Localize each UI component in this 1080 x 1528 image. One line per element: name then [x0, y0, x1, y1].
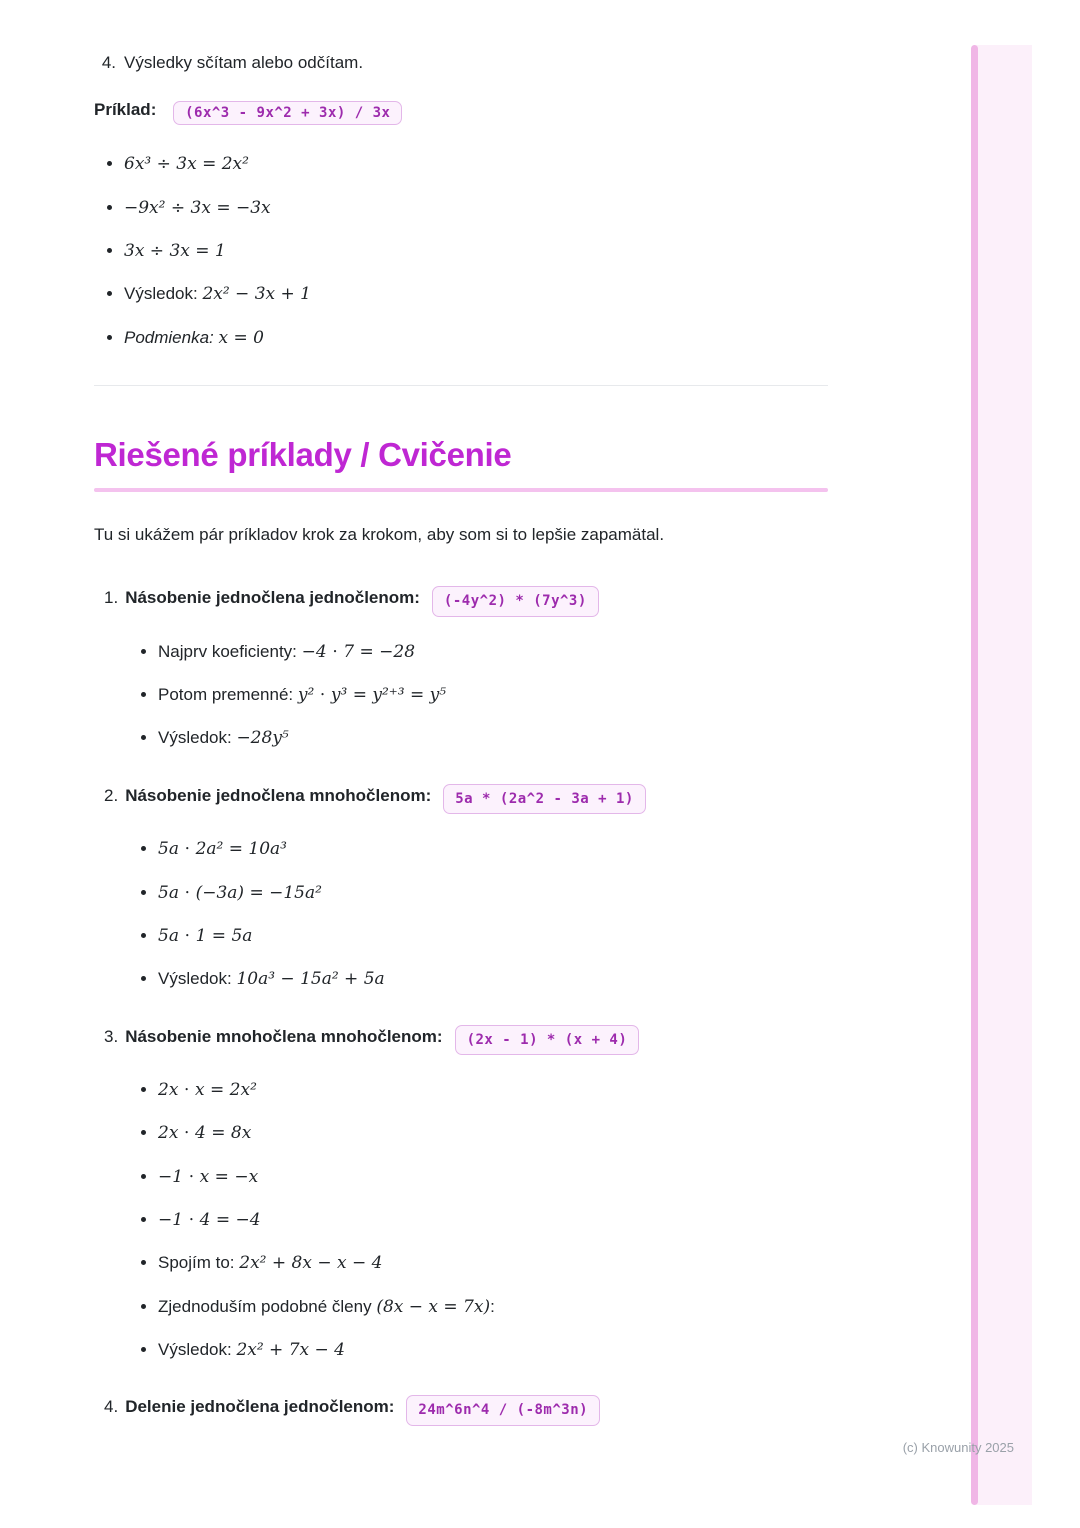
list-item: [158, 1207, 828, 1233]
item-label: Násobenie jednočlena jednočlenom:: [125, 588, 420, 608]
sub-bullet-list: [94, 639, 828, 752]
bullet-text: Zjednoduším podobné členy: [158, 1296, 377, 1316]
bullet-math: 6x³ ÷ 3x = 2x²: [124, 154, 249, 175]
bullet-math: 3x ÷ 3x = 1: [124, 241, 226, 262]
bullet-math: −4 ⋅ 7 = −28: [301, 641, 416, 662]
bullet-math: −28y⁵: [236, 728, 289, 749]
list-item: [158, 1164, 828, 1190]
list-item: [158, 1337, 828, 1363]
bullet-math: 2x ⋅ 4 = 8x: [158, 1123, 252, 1144]
section-title: Riešené príklady / Cvičenie: [94, 436, 512, 474]
list-item: [158, 1294, 828, 1320]
bullet-math: 2x² − 3x + 1: [202, 284, 311, 305]
bullet-math: 2x² + 8x − x − 4: [239, 1253, 383, 1274]
exercise-heading: [94, 1023, 828, 1055]
list-item: [158, 639, 828, 665]
list-item: [158, 836, 828, 862]
bullet-math: 2x ⋅ x = 2x²: [158, 1079, 257, 1100]
step-number: 4.: [101, 53, 116, 72]
list-item: [124, 195, 828, 221]
example-label: Príklad:: [94, 100, 157, 120]
bullet-text: Potom premenné:: [158, 685, 298, 705]
bullet-math: y² ⋅ y³ = y²⁺³ = y⁵: [297, 685, 447, 706]
bullet-math: −9x² ÷ 3x = −3x: [124, 197, 271, 218]
item-code-chip: (-4y^2) * (7y^3): [432, 586, 599, 616]
exercise-heading: [94, 584, 828, 616]
example-line: [94, 100, 828, 125]
example-code-chip: (6x^3 - 9x^2 + 3x) / 3x: [173, 101, 402, 125]
page-margin-band: [976, 45, 1032, 1505]
bullet-suffix: :: [490, 1296, 495, 1316]
exercise-item: [94, 584, 828, 751]
bullet-math: (8x − x = 7x): [376, 1296, 491, 1317]
item-code-chip: 24m^6n^4 / (-8m^3n): [406, 1395, 600, 1425]
bullet-math: −1 ⋅ x = −x: [158, 1166, 259, 1187]
list-item: [124, 238, 828, 264]
sub-bullet-list: [94, 1077, 828, 1363]
list-item: [124, 325, 828, 351]
exercise-heading: [94, 782, 828, 814]
bullet-math: 2x² + 7x − 4: [236, 1340, 345, 1361]
exercise-item: [94, 1393, 828, 1425]
item-label: Násobenie mnohočlena mnohočlenom:: [125, 1026, 443, 1046]
item-label: Násobenie jednočlena mnohočlenom:: [125, 785, 432, 805]
bullet-text: Výsledok:: [158, 969, 237, 989]
list-item: [124, 281, 828, 307]
sub-bullet-list: [94, 836, 828, 992]
exercise-item: [94, 1023, 828, 1364]
title-underline: [94, 488, 828, 492]
bullet-list: [94, 151, 828, 351]
item-number: 2.: [104, 785, 119, 805]
list-item: [158, 923, 828, 949]
bullet-text: Spojím to:: [158, 1253, 240, 1273]
bullet-text: Výsledok:: [158, 728, 237, 748]
bullet-text: Výsledok:: [124, 284, 203, 304]
page-margin-line: [971, 45, 978, 1505]
bullet-text: Výsledok:: [158, 1340, 237, 1360]
item-number: 3.: [104, 1026, 119, 1046]
list-item: [158, 966, 828, 992]
list-item: [158, 725, 828, 751]
list-item: [158, 1250, 828, 1276]
bullet-math: x = 0: [218, 327, 264, 348]
exercise-list: [94, 584, 828, 1425]
bullet-math: 5a ⋅ 2a² = 10a³: [158, 839, 287, 860]
bullet-math: 5a ⋅ 1 = 5a: [158, 925, 253, 946]
item-code-chip: 5a * (2a^2 - 3a + 1): [443, 784, 646, 814]
item-number: 1.: [104, 588, 119, 608]
bullet-math: 10a³ − 15a² + 5a: [236, 969, 385, 990]
bullet-text: Najprv koeficienty:: [158, 641, 302, 661]
list-item: [158, 880, 828, 906]
exercise-item: [94, 782, 828, 993]
list-item: [158, 1120, 828, 1146]
bullet-math: 5a ⋅ (−3a) = −15a²: [158, 882, 322, 903]
document-content: [94, 0, 828, 1426]
item-code-chip: (2x - 1) * (x + 4): [455, 1025, 640, 1055]
item-label: Delenie jednočlena jednočlenom:: [125, 1397, 395, 1417]
item-number: 4.: [104, 1397, 119, 1417]
step-text: Výsledky sčítam alebo odčítam.: [124, 53, 364, 72]
bullet-math: −1 ⋅ 4 = −4: [158, 1210, 261, 1231]
list-item: [124, 151, 828, 177]
bullet-text: Podmienka:: [124, 327, 219, 347]
exercise-heading: [94, 1393, 828, 1425]
section-divider: [94, 385, 828, 386]
section-intro: Tu si ukážem pár príkladov krok za krokom, aby som si to lepšie zapamätal.: [94, 525, 665, 545]
list-item: [158, 682, 828, 708]
list-item: [158, 1077, 828, 1103]
step-item: [94, 0, 828, 76]
footer-credit: (c) Knowunity 2025: [902, 1440, 1014, 1455]
